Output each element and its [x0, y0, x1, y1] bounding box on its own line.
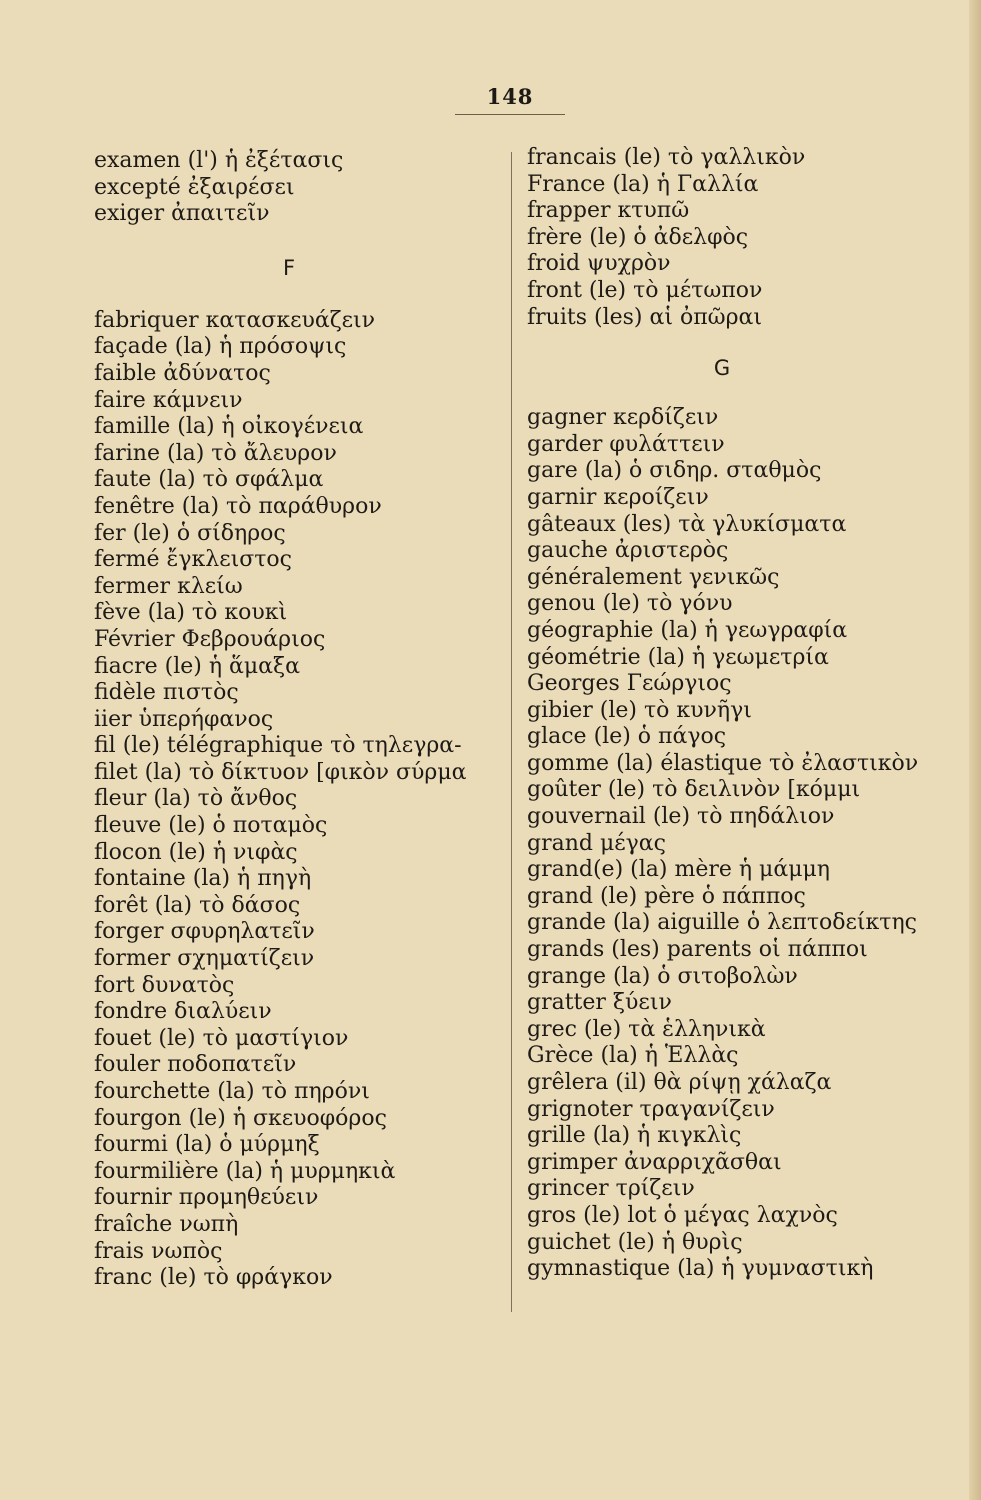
dictionary-entry: iier ὑπερήφανος: [94, 706, 274, 732]
dictionary-entry: filet (la) τὸ δίκτυον [φικὸν σύρμα: [94, 759, 467, 785]
dictionary-entry: farine (la) τὸ ἄλευρον: [94, 440, 337, 466]
dictionary-entry: façade (la) ἡ πρόσοψις: [94, 334, 347, 360]
dictionary-entry: fourmilière (la) ἡ μυρμηκιὰ: [94, 1158, 396, 1184]
dictionary-entry: fraîche νωπὴ: [94, 1211, 239, 1237]
dictionary-entry: fleur (la) τὸ ἄνθος: [94, 786, 298, 812]
dictionary-entry: fouler ποδοπατεῖν: [94, 1052, 297, 1078]
dictionary-entry: fabriquer κατασκευάζειν: [94, 307, 376, 333]
dictionary-entry: gomme (la) élastique τὸ ἐλαστικὸν: [527, 750, 919, 776]
dictionary-entry: fontaine (la) ἡ πηγὴ: [94, 866, 312, 892]
right-column: [527, 145, 947, 1283]
dictionary-entry: Grèce (la) ἡ Ἑλλὰς: [527, 1043, 739, 1069]
dictionary-entry: grêlera (il) θὰ ρίψῃ χάλαζα: [527, 1070, 832, 1095]
dictionary-entry: froid ψυχρὸν: [527, 251, 671, 277]
dictionary-entry: grand μέγας: [527, 830, 666, 856]
dictionary-entry: grille (la) ἡ κιγκλὶς: [527, 1123, 742, 1149]
dictionary-entry: fermé ἔγκλειστος: [94, 547, 292, 573]
dictionary-entry: glace (le) ὁ πάγος: [527, 724, 727, 750]
dictionary-entry: franc (le) τὸ φράγκον: [94, 1265, 333, 1291]
dictionary-entry: fournir προμηθεύειν: [94, 1185, 319, 1211]
left-column: [94, 148, 504, 1292]
dictionary-entry: fidèle πιστὸς: [94, 680, 239, 706]
dictionary-entry: faible ἀδύνατος: [94, 360, 271, 386]
dictionary-entry: Février Φεβρουάριος: [94, 626, 326, 652]
dictionary-entry: grignoter τραγανίζειν: [527, 1096, 775, 1122]
dictionary-entry: forêt (la) τὸ δάσος: [94, 892, 301, 918]
right-top-entries: [527, 145, 947, 331]
dictionary-entry: garder φυλάττειν: [527, 431, 725, 457]
dictionary-entry: grand (le) père ὁ πάππος: [527, 883, 806, 909]
dictionary-entry: frapper κτυπῶ: [527, 198, 690, 224]
dictionary-entry: gibier (le) τὸ κυνῆγι: [527, 697, 752, 723]
dictionary-entry: gratter ξύειν: [527, 990, 672, 1016]
dictionary-entry: fruits (les) αἱ ὀπῶραι: [527, 304, 763, 330]
dictionary-entry: fenêtre (la) τὸ παράθυρον: [94, 493, 382, 519]
dictionary-entry: exiger ἀπαιτεῖν: [94, 201, 270, 227]
section-letter-f: F: [282, 255, 296, 280]
dictionary-entry: fiacre (le) ἡ ἅμαξα: [94, 653, 301, 679]
dictionary-entry: géographie (la) ἡ γεωγραφία: [527, 617, 848, 643]
dictionary-entry: gymnastique (la) ἡ γυμναστικὴ: [527, 1256, 874, 1282]
right-section-entries: [527, 405, 947, 1283]
dictionary-entry: grange (la) ὁ σιτοβολὼν: [527, 963, 798, 989]
dictionary-entry: gagner κερδίζειν: [527, 405, 719, 431]
page-edge: [969, 0, 981, 1500]
dictionary-entry: généralement γενικῶς: [527, 564, 780, 590]
dictionary-entry: fer (le) ὁ σίδηρος: [94, 520, 286, 546]
dictionary-entry: grand(e) (la) mère ἡ μάμμη: [527, 857, 830, 883]
dictionary-entry: faire κάμνειν: [94, 387, 243, 413]
dictionary-entry: grimper ἀναρριχᾶσθαι: [527, 1149, 782, 1175]
dictionary-entry: forger σφυρηλατεῖν: [94, 919, 315, 945]
dictionary-entry: fondre διαλύειν: [94, 999, 272, 1025]
dictionary-entry: faute (la) τὸ σφάλμα: [94, 467, 324, 493]
dictionary-entry: front (le) τὸ μέτωπον: [527, 277, 763, 303]
dictionary-entry: fouet (le) τὸ μαστίγιον: [94, 1025, 349, 1051]
dictionary-entry: grincer τρίζειν: [527, 1176, 695, 1202]
dictionary-entry: excepté ἐξαιρέσει: [94, 174, 295, 200]
dictionary-entry: francais (le) τὸ γαλλικὸν: [527, 145, 806, 170]
left-top-entries: [94, 148, 504, 228]
dictionary-entry: fourchette (la) τὸ πηρόνι: [94, 1079, 370, 1104]
dictionary-entry: genou (le) τὸ γόνυ: [527, 591, 733, 617]
dictionary-entry: frère (le) ὁ ἀδελφὸς: [527, 224, 749, 250]
header-rule: [455, 114, 565, 115]
left-section-entries: [94, 308, 504, 1292]
dictionary-entry: France (la) ἡ Γαλλία: [527, 171, 759, 197]
dictionary-entry: Georges Γεώργιος: [527, 671, 732, 697]
dictionary-entry: flocon (le) ἡ νιφὰς: [94, 839, 298, 865]
dictionary-entry: examen (l') ἡ ἐξέτασις: [94, 148, 344, 173]
dictionary-entry: fleuve (le) ὁ ποταμὸς: [94, 813, 328, 839]
dictionary-entry: gouvernail (le) τὸ πηδάλιον: [527, 804, 835, 830]
dictionary-entry: gare (la) ὁ σιδηρ. σταθμὸς: [527, 458, 822, 484]
dictionary-entry: fève (la) τὸ κουκὶ: [94, 600, 288, 626]
dictionary-entry: gauche ἀριστερὸς: [527, 538, 729, 564]
dictionary-entry: fermer κλείω: [94, 573, 243, 599]
dictionary-entry: frais νωπὸς: [94, 1238, 223, 1264]
dictionary-entry: grec (le) τὰ ἑλληνικὰ: [527, 1016, 766, 1042]
column-divider: [511, 152, 512, 1312]
section-letter-g: G: [713, 356, 731, 381]
dictionary-entry: gâteaux (les) τὰ γλυκίσματα: [527, 511, 847, 537]
dictionary-entry: famille (la) ἡ οἰκογένεια: [94, 414, 364, 440]
dictionary-entry: gros (le) lot ὁ μέγας λαχνὸς: [527, 1202, 838, 1228]
dictionary-entry: former σχηματίζειν: [94, 946, 315, 972]
dictionary-entry: fourmi (la) ὁ μύρμηξ: [94, 1132, 320, 1158]
dictionary-entry: fort δυνατὸς: [94, 972, 235, 998]
dictionary-entry: grands (les) parents οἱ πάπποι: [527, 937, 868, 963]
page-number: 148: [486, 84, 534, 109]
dictionary-entry: fourgon (le) ἡ σκευοφόρος: [94, 1105, 387, 1131]
dictionary-entry: géométrie (la) ἡ γεωμετρία: [527, 644, 829, 670]
dictionary-entry: guichet (le) ἡ θυρὶς: [527, 1229, 743, 1255]
dictionary-entry: fil (le) télégraphique τὸ τηλεγρα-: [94, 733, 462, 759]
dictionary-entry: garnir κεροίζειν: [527, 484, 709, 510]
dictionary-entry: goûter (le) τὸ δειλινὸν [κόμμι: [527, 777, 861, 803]
dictionary-entry: grande (la) aiguille ὁ λεπτοδείκτης: [527, 910, 917, 936]
